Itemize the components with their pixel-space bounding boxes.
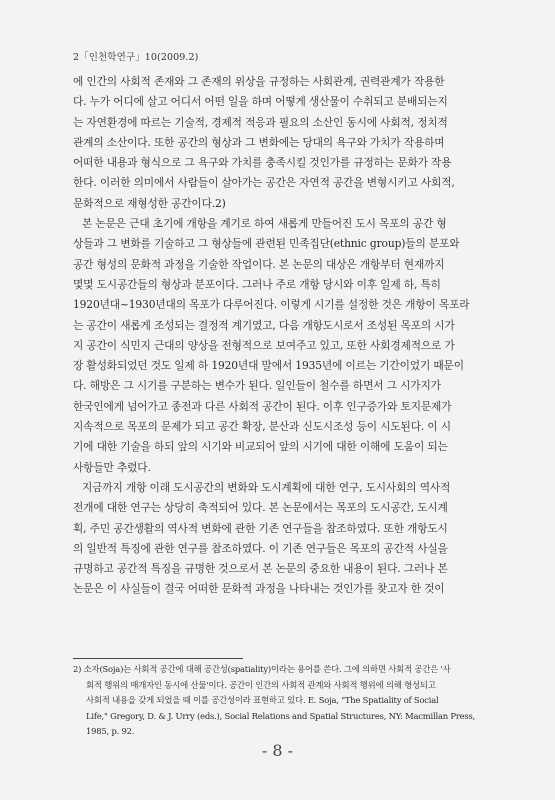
paragraph-1-line: 어떠한 내용과 형식으로 그 욕구와 가치를 충족시킬 것인가를 규정하는 문화가 작용 (73, 156, 452, 170)
paragraph-2-line: 본 논문은 근대 초기에 개항을 계기로 하여 새롭게 만들어진 도시 목포의 공간 형 (82, 217, 447, 231)
paragraph-3-line: 전개에 대한 연구는 상당히 축적되어 있다. 본 논문에서는 목포의 도시공간, 도시계 (73, 501, 448, 515)
paragraph-3-line: 획, 주민 공간생활의 역사적 변화에 관한 기존 연구들을 참조하였다. 또한 개항도시 (73, 521, 448, 535)
paragraph-2-line: 몇몇 도시공간들의 형상과 분포이다. 그러나 주로 개항 당시와 이후 일제 하, 특히 (73, 277, 441, 291)
paragraph-2-line: 사항들만 추렸다. (73, 460, 151, 474)
paragraph-1-line: 에 인간의 사회적 존재와 그 존재의 위상을 규정하는 사회관계, 권력관계가 작용한 (73, 75, 445, 88)
paragraph-2-line: 1920년대~1930년대의 목포가 다루어진다. 이렇게 시기를 설정한 것은 개항이 목포라 (73, 298, 470, 312)
paragraph-2-line: 장 활성화되었던 것도 일제 하 1920년대 말에서 1935년에 이르는 기간이었기 때문이 (73, 359, 464, 373)
footnote-line: Life," Gregory, D. & J. Urry (eds.), Social Relations and Spatial Structures, NY: Macmillan Press, (86, 710, 476, 721)
running-header: 2「인천학연구」10(2009.2) (73, 52, 199, 63)
paragraph-3-line: 논문은 이 사실들이 결국 어떠한 문화적 과정을 나타내는 것인가를 찾고자 한 것이 (73, 582, 445, 596)
page-number: - 8 - (261, 741, 294, 760)
footnote (73, 662, 483, 740)
paragraph-2-line: 다. 해방은 그 시기를 구분하는 변수가 된다. 일인들이 철수를 하면서 그 시가지가 (73, 379, 441, 393)
paragraph-1-line: 관계의 소산이다. 또한 공간의 형상과 그 변화에는 당대의 욕구와 가치가 작용하며 (73, 135, 445, 149)
paragraph-2-line: 한국인에게 넘어가고 종전과 다른 사회적 공간이 된다. 이후 인구증가와 토지문제가 (73, 399, 452, 413)
paragraph-2-line: 기에 대한 기술을 하되 앞의 시기와 비교되어 앞의 시기에 대한 이해에 도움이 되는 (73, 440, 448, 454)
paragraph-1-line: 는 자연환경에 따르는 기술적, 경제적 적응과 필요의 소산인 동시에 사회적, 정치적 (73, 115, 448, 129)
paragraph-2-line: 지 공간이 식민지 근대의 양상을 전형적으로 보여주고 있고, 또한 사회경제적으로 가 (73, 338, 455, 352)
paragraph-1-line: 문화적으로 재형성한 공간이다.2) (73, 196, 226, 210)
paragraph-2-line: 공간 형성의 문화적 과정을 기술한 작업이다. 본 논문의 대상은 개항부터 현재까지 (73, 257, 445, 271)
footnote-line: 사회적 내용을 갖게 되었을 때 이를 공간성이라 표현하고 있다. E. Soja, "The Spatiality of Social (86, 695, 439, 705)
footnote-line: 1985, p. 92. (86, 726, 135, 736)
paragraph-3-line: 의 일반적 특징에 관한 연구를 참조하였다. 이 기존 연구들은 목포의 공간적 사실을 (73, 541, 448, 555)
body-text (73, 72, 481, 600)
paragraph-2-line: 지속적으로 목포의 문제가 되고 공간 확장, 분산과 신도시조성 등이 시도된다. 이 시 (73, 420, 451, 434)
paragraph-2-line: 는 공간이 새롭게 조성되는 결정적 계기였고, 다음 개항도시로서 조성된 목포의 시가 (73, 318, 455, 332)
paragraph-3-line: 지금까지 개항 이래 도시공간의 변화와 도시계획에 대한 연구, 도시사회의 역사적 (82, 480, 451, 494)
paragraph-1-line: 다. 누가 어디에 살고 어디서 어떤 일을 하며 어떻게 생산물이 수취되고 분배되는지 (73, 95, 448, 109)
paragraph-2-line: 상들과 그 변화를 기술하고 그 형상들에 관련된 민족집단(ethnic group)들의 분포와 (73, 237, 460, 251)
paragraph-1-line: 한다. 이러한 의미에서 사람들이 살아가는 공간은 자연적 공간을 변형시키고 사회적, (73, 176, 455, 190)
paragraph-3-line: 규명하고 공간적 특징을 규명한 것으로서 본 논문의 중요한 내용이 된다. 그러나 본 (73, 562, 448, 576)
footnote-line: 회적 행위의 매개자인 동시에 산물'이다. 공간이 인간의 사회적 관계와 사회적 행위에 의해 형성되고 (86, 679, 436, 690)
footnote-line: 2) 소자(Soja)는 사회적 공간에 대해 공간성(spatiality)이라는 용어를 쓴다. 그에 의하면 사회적 공간은 '사 (73, 664, 451, 674)
footnote-divider (73, 658, 243, 659)
